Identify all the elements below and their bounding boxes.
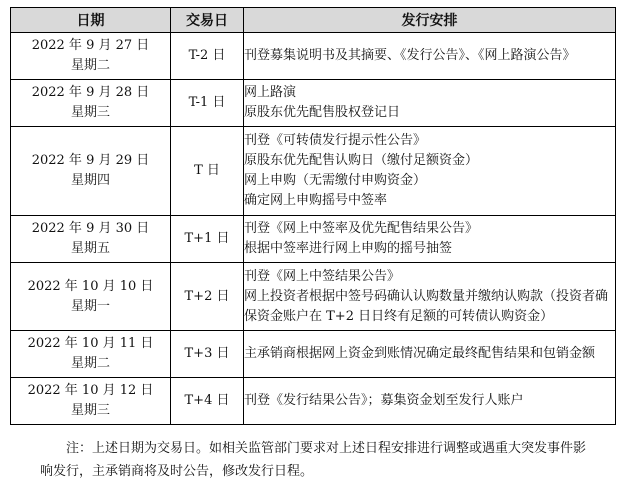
arrangement-item: 刊登《网上中签结果公告》 <box>244 268 401 284</box>
trading-day-cell: T-2 日 <box>171 33 244 80</box>
arrangement-item: 刊登募集说明书及其摘要、《发行公告》、《网上路演公告》 <box>244 48 576 63</box>
header-date: 日期 <box>11 8 171 33</box>
arrangement-item: 网上路演 <box>244 85 297 100</box>
arrangement-item: 根据中签率进行网上申购的摇号抽签 <box>244 241 453 256</box>
date-text: 2022 年 9 月 28 日 <box>31 85 150 100</box>
arrangement-cell <box>244 216 616 263</box>
arrangement-item: 原股东优先配售认购日（缴付足额资金） <box>244 153 479 168</box>
date-cell <box>11 33 171 80</box>
header-trading-day: 交易日 <box>171 8 244 33</box>
arrangement-cell <box>244 263 616 331</box>
weekday-text: 星期一 <box>70 298 110 314</box>
date-cell <box>11 80 171 127</box>
date-text: 2022 年 10 月 11 日 <box>27 336 154 351</box>
issuance-schedule-table <box>10 7 616 425</box>
arrangement-cell <box>244 331 616 378</box>
trading-day-cell: T 日 <box>171 127 244 216</box>
arrangement-item: 网上投资者根据中签号码确认认购数量并缴纳认购款（投资者确保资金账户在 T+2 日日终有足额的可转债认购资金） <box>244 288 609 324</box>
date-cell <box>11 331 171 378</box>
table-header-row <box>11 8 616 33</box>
header-arrangement: 发行安排 <box>244 8 616 33</box>
date-cell <box>11 378 171 425</box>
date-text: 2022 年 9 月 27 日 <box>31 38 150 53</box>
weekday-text: 星期五 <box>70 241 110 256</box>
table-row <box>11 331 616 378</box>
arrangement-cell <box>244 127 616 216</box>
date-text: 2022 年 9 月 29 日 <box>31 153 150 168</box>
arrangement-item: 刊登《发行结果公告》；募集资金划至发行人账户 <box>244 393 524 408</box>
weekday-text: 星期二 <box>70 356 110 371</box>
trading-day-cell: T+3 日 <box>171 331 244 378</box>
weekday-text: 星期三 <box>70 403 110 418</box>
weekday-text: 星期三 <box>70 105 110 120</box>
arrangement-item: 确定网上申购摇号中签率 <box>244 193 388 208</box>
arrangement-cell <box>244 80 616 127</box>
weekday-text: 星期二 <box>70 58 110 73</box>
schedule-note: 注：上述日期为交易日。如相关监管部门要求对上述日程安排进行调整或遇重大突发事件影响发行，主承销商将及时公告，修改发行日程。 <box>40 441 587 479</box>
table-row <box>11 378 616 425</box>
arrangement-cell <box>244 33 616 80</box>
arrangement-cell <box>244 378 616 425</box>
table-row <box>11 127 616 216</box>
arrangement-item: 原股东优先配售股权登记日 <box>244 105 401 120</box>
date-cell <box>11 216 171 263</box>
date-cell <box>11 263 171 331</box>
table-row <box>11 33 616 80</box>
date-text: 2022 年 9 月 30 日 <box>31 221 150 236</box>
trading-day-cell: T-1 日 <box>171 80 244 127</box>
table-row <box>11 263 616 331</box>
arrangement-item: 主承销商根据网上资金到账情况确定最终配售结果和包销金额 <box>244 346 596 361</box>
trading-day-cell: T+1 日 <box>171 216 244 263</box>
weekday-text: 星期四 <box>70 173 110 188</box>
trading-day-cell: T+2 日 <box>171 263 244 331</box>
date-cell <box>11 127 171 216</box>
arrangement-item: 刊登《可转债发行提示性公告》 <box>244 133 427 148</box>
date-text: 2022 年 10 月 10 日 <box>27 278 154 294</box>
date-text: 2022 年 10 月 12 日 <box>27 383 154 398</box>
table-row <box>11 80 616 127</box>
trading-day-cell: T+4 日 <box>171 378 244 425</box>
arrangement-item: 刊登《网上中签率及优先配售结果公告》 <box>244 221 479 236</box>
table-row <box>11 216 616 263</box>
arrangement-item: 网上申购（无需缴付申购资金） <box>244 173 427 188</box>
